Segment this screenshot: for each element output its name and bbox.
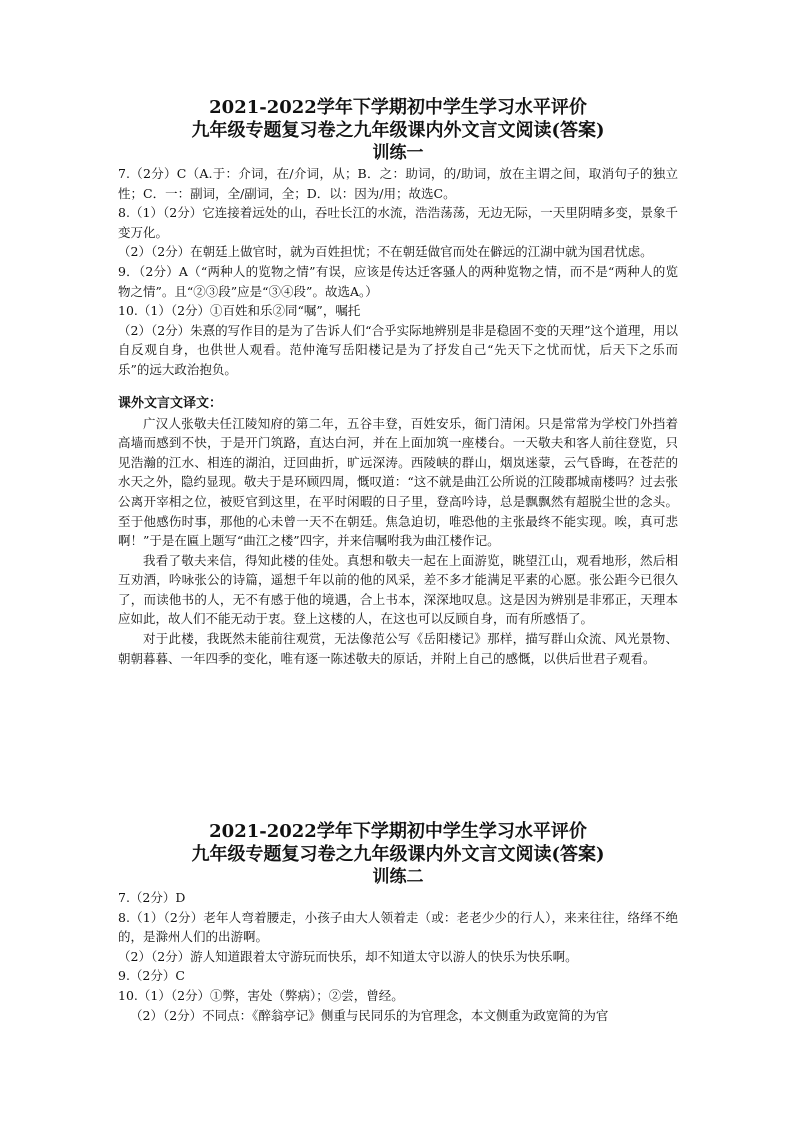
translation-heading: 课外文言文译文： [118,395,223,411]
answer-10-2: （2）（2分）朱熹的写作目的是为了告诉人们“合乎实际地辨别是非是稳固不变的天理”这个道理，用以自反观自身，也供世人观看。范仲淹写岳阳楼记是为了抒发自己“先天下之忧而忧，后天下之乐而乐”的远大政治抱负。 [118,322,678,377]
training-heading: 训练二 [372,867,424,887]
answer-10-1: 10.（1）（2分）①弊，害处（弊病）；②尝，曾经。 [118,987,404,1003]
answer-8-2: （2）（2分）游人知道跟着太守游玩而快乐，却不知道太守以游人的快乐为快乐啊。 [118,948,578,964]
answer-8-2: （2）（2分）在朝廷上做官时，就为百姓担忧；不在朝廷做官而处在僻远的江湖中就为国君忧虑。 [118,244,653,260]
answer-10-1: 10.（1）（2分）①百姓和乐②同“嘱”，嘱托 [118,303,361,319]
training-heading: 训练一 [372,143,424,163]
document-subtitle: 九年级专题复习卷之九年级课内外文言文阅读(答案) [191,844,605,865]
answer-9: 9．（2分）A（“两种人的览物之情”有误，应该是传达迁客骚人的两种览物之情，而不是“两种人的览物之情”。且“②③段”应是“③④段”。故选A。） [118,263,678,299]
document-title: 2021-2022学年下学期初中学生学习水平评价 [209,97,587,118]
answer-7: 7.（2分）D [118,890,186,905]
training-one-section [118,96,678,668]
training-two-section [118,820,678,1025]
answer-9: 9.（2分）C [118,968,185,984]
answer-8-1: 8.（1）（2分）它连接着远处的山，吞吐长江的水流，浩浩荡荡，无边无际，一天里阴晴多变，景象千变万化。 [118,205,678,240]
answer-8-1: 8.（1）（2分）老年人弯着腰走，小孩子由大人领着走（或：老老少少的行人），来来往往，络绎不绝的，是滁州人们的出游啊。 [118,909,678,945]
translation-paragraph-2: 我看了敬夫来信，得知此楼的佳处。真想和敬夫一起在上面游览，眺望江山，观看地形，然后相互劝酒，吟咏张公的诗篇，遥想千年以前的他的风采，差不多才能满足平素的心愿。张公距今已很久了，而读他书的人，无不有感于他的境遇，合上书本，深深地叹息。这是因为辨别是非邪正，天理本应如此，故人们不能无动于衷。登上这楼的人，在这也可以反顾自身，而有所感悟了。 [118,552,678,627]
translation-paragraph-1: 广汉人张敬夫任江陵知府的第二年，五谷丰登，百姓安乐，衙门清闲。只是常常为学校门外挡着高墙而感到不快，于是开门筑路，直达白河，并在上面加筑一座楼台。一天敬夫和客人前往登览，只见浩瀚的江水、相连的湖泊，迂回曲折，旷远深涛。西陵峡的群山，烟岚迷蒙，云气昏晦，在苍茫的水天之外，隐约显现。敬夫于是环顾四周，慨叹道：“这不就是曲江公所说的江陵郡城南楼吗？过去张公离开宰相之位，被贬官到这里，在平时闲暇的日子里，登高吟诗，总是飘飘然有超脱尘世的念头。至于他感伤时事，那他的心未曾一天不在朝廷。焦急迫切，唯恐他的主张最终不能实现。唉，真可悲啊！”于是在匾上题写“曲江之楼”四字，并来信嘱咐我为曲江楼作记。 [118,415,678,549]
translation-paragraph-3: 对于此楼，我既然未能前往观赏，无法像范公写《岳阳楼记》那样，描写群山众流、风光景物、朝朝暮暮、一年四季的变化，唯有逐一陈述敬夫的原话，并附上自己的感慨，以供后世君子观看。 [118,631,678,666]
document-subtitle: 九年级专题复习卷之九年级课内外文言文阅读(答案) [191,120,605,141]
answer-10-2: （2）（2分）不同点：《醉翁亭记》侧重与民同乐的为官理念，本文侧重为政宽简的为官 [130,1007,609,1023]
document-title: 2021-2022学年下学期初中学生学习水平评价 [209,821,587,842]
answer-7: 7.（2分）C（A.于：介词，在/介词，从；B．之：助词，的/助词，放在主谓之间，取消句子的独立性；C．一：副词，全/副词，全；D．以：因为/用；故选C。 [118,166,678,201]
